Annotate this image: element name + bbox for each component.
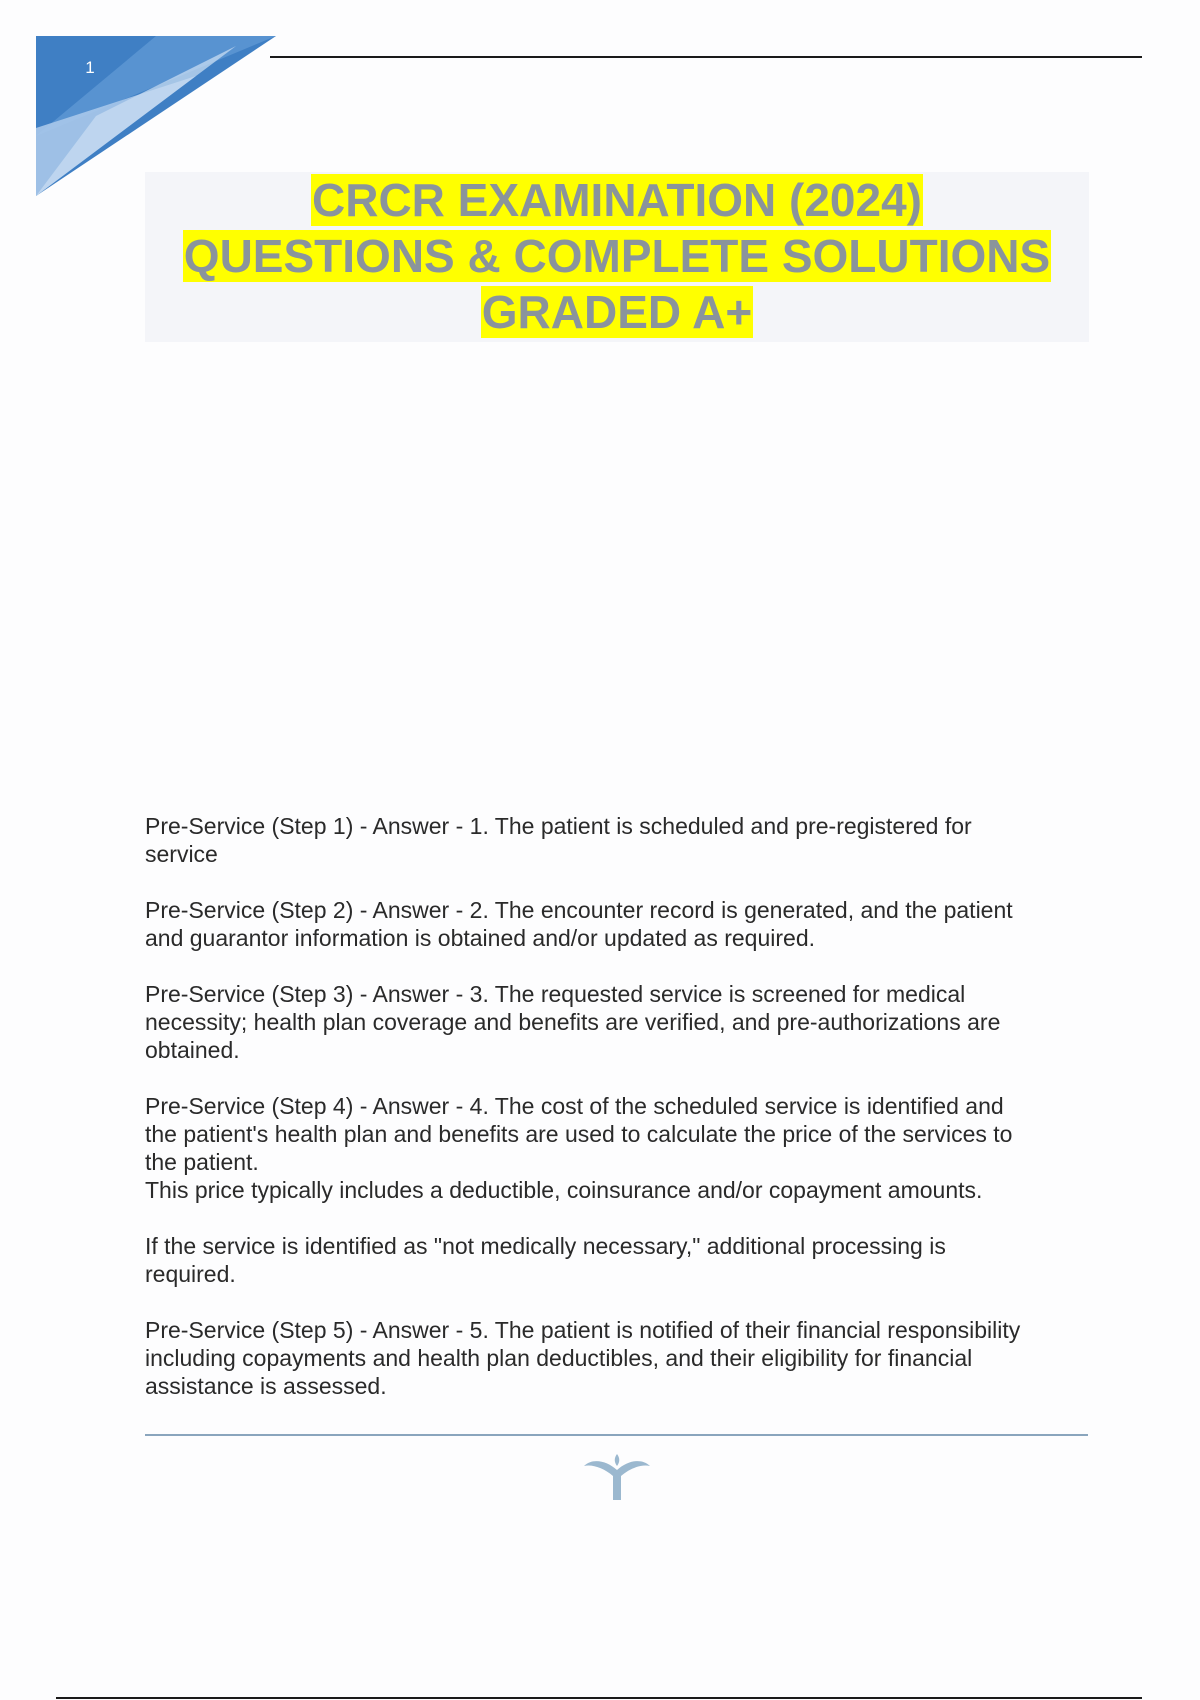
entry-line: necessity; health plan coverage and benefits are verified, and pre-authorizations are: [145, 1009, 1001, 1035]
entry-line: Pre-Service (Step 5) - Answer - 5. The patient is notified of their financial responsibility: [145, 1317, 1021, 1343]
answer-entry: [145, 896, 1085, 952]
entry-line: obtained.: [145, 1037, 240, 1063]
document-title: [145, 172, 1089, 342]
title-line-1: CRCR EXAMINATION (2024): [312, 174, 922, 226]
title-line-3: GRADED A+: [481, 286, 753, 338]
entry-line: Pre-Service (Step 4) - Answer - 4. The cost of the scheduled service is identified and: [145, 1093, 1004, 1119]
answer-entry: [145, 1092, 1085, 1204]
ornament-icon: [580, 1448, 654, 1504]
entry-line: including copayments and health plan deductibles, and their eligibility for financial: [145, 1345, 973, 1371]
header-rule: [270, 56, 1142, 58]
entry-line: the patient's health plan and benefits are used to calculate the price of the services to: [145, 1121, 1013, 1147]
entry-line: If the service is identified as "not medically necessary," additional processing is: [145, 1233, 946, 1259]
answer-entry: [145, 980, 1085, 1064]
answer-entry: [145, 1316, 1085, 1400]
entry-line: service: [145, 841, 218, 867]
title-line-2: QUESTIONS & COMPLETE SOLUTIONS: [183, 230, 1051, 282]
entry-line: Pre-Service (Step 3) - Answer - 3. The requested service is screened for medical: [145, 981, 966, 1007]
answer-entry: [145, 1232, 1085, 1288]
entry-line: the patient.: [145, 1149, 259, 1175]
entry-line: assistance is assessed.: [145, 1373, 387, 1399]
entry-line: required.: [145, 1261, 236, 1287]
bottom-rule: [56, 1697, 1142, 1699]
footer-rule: [145, 1434, 1088, 1436]
entry-line: This price typically includes a deductible, coinsurance and/or copayment amounts.: [145, 1177, 983, 1203]
page-number: 1: [85, 58, 95, 77]
answer-entry: [145, 812, 1085, 868]
entry-line: Pre-Service (Step 2) - Answer - 2. The encounter record is generated, and the patient: [145, 897, 1013, 923]
entry-line: and guarantor information is obtained and/or updated as required.: [145, 925, 816, 951]
answer-list: [145, 812, 1085, 1428]
entry-line: Pre-Service (Step 1) - Answer - 1. The patient is scheduled and pre-registered for: [145, 813, 972, 839]
